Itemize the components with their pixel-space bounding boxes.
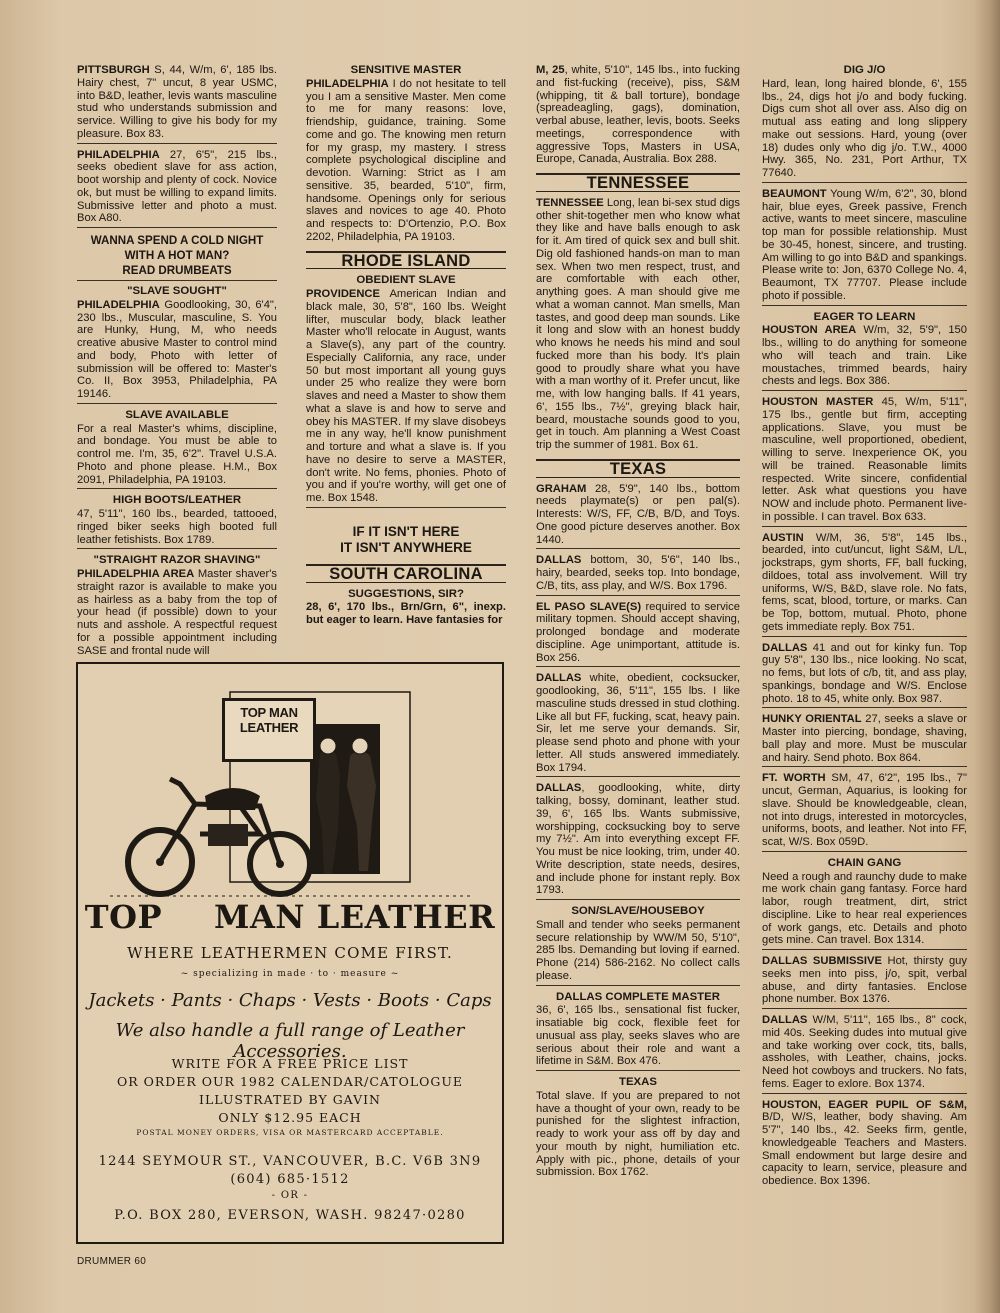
advert-items: Jackets · Pants · Chaps · Vests · Boots · Caps bbox=[88, 990, 492, 1011]
advert-phone: (604) 685·1512 bbox=[230, 1172, 350, 1187]
advert-price: ONLY $12.95 EACH bbox=[218, 1110, 362, 1125]
ad-location: DALLAS bbox=[536, 782, 582, 795]
ad-text: W/m, 32, 5'9", 150 lbs., willing to do anything for someone who will teach and train. Like moustaches, trimmed beards, hairy chests and legs. Box 386. bbox=[762, 324, 967, 388]
classified-ad bbox=[762, 1014, 967, 1094]
classified-ad bbox=[536, 905, 740, 986]
ad-text: W/M, 5'11", 165 lbs., 8" cock, mid 40s. Seeking dudes into mutual give and take working over cock, tits, balls, assholes, with Leather, chains, jocks. Need hot cowboys and truckers. No fats, fems. Eager to exlore. Box 1374. bbox=[762, 1014, 967, 1090]
classified-ad bbox=[306, 64, 506, 246]
ad-text: 41 and out for kinky fun. Top guy 5'8", 130 lbs., nice looking. No scat, no fems, but lots of c/b, tit, and ass play, spankings, bondage and W/S. Enclose photo. 18 to 45, white only. Box 987. bbox=[762, 641, 967, 705]
advert-accessories: We also handle a full range of Leather Accessories. bbox=[115, 1020, 465, 1062]
column-4 bbox=[762, 64, 967, 1195]
ad-text: S, 44, W/m, 6', 185 lbs. Hairy chest, 7" uncut, 8 year USMC, into B&D, leather, levis wants masculine stud who understands submission and service. Willing to give his body for my pleasure. Box 83. bbox=[77, 64, 277, 140]
classified-ad bbox=[77, 494, 277, 549]
ad-text: W/M, 36, 5'8", 145 lbs., bearded, into cut/uncut, light S&M, L/L, jockstraps, gym shorts, FF, ball fucking, dildoes, total ass involvement. Will try uniforms, W/S, B&D, slave role. No fats, fems, scat, blood, torture, or marks. Can be Top, bottom, mutual. Photo, phone gets immediate reply. Box 751. bbox=[762, 531, 967, 633]
advert-order: OR ORDER OUR 1982 CALENDAR/CATOLOGUE bbox=[116, 1074, 464, 1089]
ad-text: Small and tender who seeks permanent secure relationship by WW/M 50, 5'10", 285 lbs. Demanding but loving if earned. Phone (214) 586-2162. No collect calls please. bbox=[536, 918, 740, 982]
ad-text: bottom, 30, 5'6", 140 lbs., hairy, bearded, seeks top. Into bondage, C/B, tits, ass play, and W/S. Box 1796. bbox=[536, 554, 740, 592]
ad-text: Need a rough and raunchy dude to make me work chain gang fantasy. Force hard labor, rough treatment, dirt, strict discipline. Like to hear real experiences of work gangs, etc. Details and photo gets mine. Can travel. Box 1314. bbox=[762, 870, 967, 947]
ad-text: American Indian and black male, 30, 5'8", 160 lbs. Weight lifter, muscular body, black leather Master who'll relocate in August, wants a Slave(s), any part of the country. Especially California, any race, under 50 but most important all young guys under 25 who realize they were born slaves and need a Master to show them what a slave is and how to serve and obey his MASTER. If my slave disobeys me in any way, he'll know punishment and torture and what a slave is. If you have no desire to serve a MASTER, don't write. No fems, phonies. Photo of you and if you're worthy, will get one of me. Box 1548. bbox=[306, 288, 506, 504]
ad-text: I do not hesitate to tell you I am a sensitive Master. Men come to me for many reasons: love, friendship, guidance, training. Some come and go. The knowing men return for my grasp, my mastery. I stress complete psychological discipline and devotion. Warning: Strict as I am sensitive. 35, bearded, 5'10", firm, handsome. Openings only for serious slaves and novices to age 40. Photo and respects to: D'Ortenzio, P.O. Box 2202, Philadelphia, PA 19103. bbox=[306, 77, 506, 243]
classified-ad bbox=[762, 857, 967, 950]
classified-ad bbox=[536, 554, 740, 595]
ad-location: DALLAS bbox=[762, 641, 808, 654]
ad-location: DALLAS bbox=[762, 1014, 808, 1026]
ad-location: PROVIDENCE bbox=[306, 288, 380, 300]
classified-ad bbox=[77, 285, 277, 404]
ad-text: 45, W/m, 5'11", 175 lbs., gentle but firm, accepting applications. Slave, you must be masculine, well proportioned, obedient, willing to serve. Inexperience OK, you will be trained. Reasonable limits respected. Write sincere, confidential letter. Ask what questions you have NOW and include photo. Permanent live-in possible. I can travel. Box 633. bbox=[762, 396, 967, 523]
ad-location: PHILADELPHIA AREA bbox=[77, 568, 195, 580]
promo-line: IF IT ISN'T HERE bbox=[352, 523, 460, 539]
ad-text: 27, seeks a slave or Master into piercing, bondage, shaving, ball play and more. Must be muscular and hairy. Send photo. Box 864. bbox=[762, 713, 967, 764]
ad-text: 28, 6', 170 lbs., Brn/Grn, 6", inexp. but eager to learn. Have fantasies for bbox=[306, 601, 506, 626]
ad-title: "STRAIGHT RAZOR SHAVING" bbox=[93, 554, 261, 567]
classified-ad bbox=[536, 197, 740, 454]
classified-ad bbox=[306, 274, 506, 508]
ad-text: 28, 5'9", 140 lbs., bottom needs playmate(s) or pen pal(s). Interests: W/S, FF, C/B, B/D, and Toys. One good picture deserves another. Box 1440. bbox=[536, 482, 740, 546]
ad-location: GRAHAM bbox=[536, 482, 587, 495]
classified-ad bbox=[536, 782, 740, 900]
ad-location: BEAUMONT bbox=[762, 187, 827, 200]
ad-location: M, 25 bbox=[536, 64, 565, 76]
ad-location: PITTSBURGH bbox=[77, 64, 150, 76]
headline-part: TOP bbox=[84, 898, 163, 936]
engine bbox=[208, 824, 248, 846]
ad-title: SON/SLAVE/HOUSEBOY bbox=[571, 905, 705, 917]
ad-location: EL PASO SLAVE(S) bbox=[536, 600, 642, 613]
classified-ad bbox=[762, 532, 967, 637]
column-1 bbox=[77, 64, 277, 664]
state-heading-rhode-island: RHODE ISLAND bbox=[306, 251, 506, 270]
ad-title: "SLAVE SOUGHT" bbox=[127, 285, 227, 297]
column-2 bbox=[306, 64, 506, 627]
ad-location: PHILADELPHIA bbox=[77, 298, 160, 311]
advert-address-2: P.O. BOX 280, EVERSON, WASH. 98247·0280 bbox=[114, 1208, 466, 1223]
promo-line: WANNA SPEND A COLD NIGHT bbox=[90, 234, 264, 247]
ad-location: DALLAS bbox=[536, 554, 582, 567]
promo-line: WITH A HOT MAN? bbox=[124, 249, 230, 262]
classified-ad bbox=[762, 1099, 967, 1190]
promo-anywhere bbox=[306, 524, 506, 556]
state-heading-tennessee: TENNESSEE bbox=[536, 173, 740, 192]
ad-text: Hot, thirsty guy seeks men into piss, j/o, spit, verbal abuse, and dirty fantasies. Enclose phone number. Box 1376. bbox=[762, 955, 968, 1006]
ad-location: TENNESSEE bbox=[536, 196, 604, 209]
classified-ad bbox=[536, 672, 740, 777]
advert-headline bbox=[78, 898, 502, 936]
ad-text: white, obedient, cocksucker, goodlooking, 36, 5'11", 155 lbs. I like masculine studs dressed in stud clothing. Like all but FF, fucking, scat, heavy pain. Sir, let me serve your demands. Sir, please send photo and phone with your letter. All studs answered immediately. Box 1794. bbox=[536, 672, 740, 774]
classified-ad bbox=[77, 64, 277, 144]
headline-part: MAN LEATHER bbox=[214, 898, 496, 936]
promo-line: IT ISN'T ANYWHERE bbox=[340, 539, 472, 555]
ad-title: SENSITIVE MASTER bbox=[350, 64, 462, 76]
classified-ad bbox=[536, 991, 740, 1072]
classified-ad bbox=[762, 642, 967, 709]
ad-location: AUSTIN bbox=[762, 531, 804, 544]
ad-text: , white, 5'10", 145 lbs., into fucking and fist-fucking (receive), piss, S&M (whipping, tit & ball torture), bondage (spreadeagling, gags), domination, verbal abuse, leather, levis, boots. Seeks meetings, correspondence with aggressive Tops, Masters in USA, Europe, Canada, Australia. Box 288. bbox=[536, 64, 740, 166]
advert-illustrated: ILLUSTRATED BY GAVIN bbox=[199, 1092, 381, 1107]
classified-ad bbox=[536, 64, 740, 168]
classified-ad bbox=[77, 149, 277, 229]
classified-ad bbox=[77, 409, 277, 490]
ad-title: HIGH BOOTS/LEATHER bbox=[112, 494, 242, 507]
ad-location: PHILADELPHIA bbox=[306, 77, 389, 90]
ad-location: HOUSTON AREA bbox=[762, 324, 857, 337]
ad-location: HOUSTON, EAGER PUPIL OF S&M, bbox=[762, 1098, 967, 1111]
advert-address-1: 1244 SEYMOUR ST., VANCOUVER, B.C. V6B 3N9 bbox=[98, 1154, 482, 1169]
ad-title: EAGER TO LEARN bbox=[813, 310, 916, 323]
state-heading-south-carolina: SOUTH CAROLINA bbox=[306, 564, 506, 583]
ad-title: SLAVE AVAILABLE bbox=[125, 408, 229, 421]
classified-ad bbox=[762, 713, 967, 767]
ad-location: PHILADELPHIA bbox=[77, 148, 160, 161]
state-heading-texas: TEXAS bbox=[536, 459, 740, 478]
classified-ad bbox=[762, 772, 967, 852]
classified-ad bbox=[77, 554, 277, 659]
ad-text: Hard, lean, long haired blonde, 6', 155 lbs., 24, digs hot j/o and body fucking. Digs cum shot all over ass. Also dig on mutual ass eating and long slippery make out sessions. Hard, young (over 18) dudes only who dig j/o. T.W., 4000 Hwy. 365, No. 231, Port Arthur, TX 77640. bbox=[762, 77, 967, 179]
ad-title: OBEDIENT SLAVE bbox=[356, 274, 456, 287]
ad-text: B/D, W/S, leather, body shaving. Am 5'7", 140 lbs., 42. Seeks firm, gentle, knowledgeable Teachers and Masters. Small endowment but large desire and capacity to learn, service, pleasure and obedience. Box 1396. bbox=[762, 1111, 967, 1187]
column-3 bbox=[536, 64, 740, 1186]
ad-text: Goodlooking, 30, 6'4", 230 lbs., Muscular, masculine, S. You are Hunky, Hung, M, who needs creative abusive Master to control mind and body, Photo with letter of submission will be offered to: Master's Co. II, Box 3953, Philadelphia, PA 19146. bbox=[77, 298, 277, 400]
ad-text: required to service military topmen. Should accept shaving, prolonged bondage and moderate discipline. Age unimportant, attitude is. Box 256. bbox=[536, 600, 740, 664]
ad-text: Total slave. If you are prepared to not have a thought of your own, ready to be punished for the slightest infraction, ready to work your ass off by day and your mouth by night, humiliation etc. Apply with pic., phone, details of your submission. Box 1762. bbox=[536, 1089, 740, 1179]
texas-ads-list bbox=[536, 483, 740, 1182]
ad-text: 36, 6', 165 lbs., sensational fist fucker, insatiable big cock, flexible feet for unusual ass play, seeks slaves who are serious about their role and want a lifetime in S&M. Box 476. bbox=[536, 1004, 740, 1068]
ad-text: Young W/m, 6'2", 30, blond hair, blue eyes, Greek passive, French active, wants to meet sincere, masculine top man for possible relationship. Must be 30-45, honest, sincere, and trusting. Am willing to go into B&D and spankings. Please write to: Jon, 6370 College No. 4, Beaumont, TX 77707. Please include photo if possible. bbox=[762, 187, 967, 302]
sign-line: LEATHER bbox=[239, 720, 299, 735]
shop-sign bbox=[222, 698, 316, 762]
advert-write: WRITE FOR A FREE PRICE LIST bbox=[171, 1056, 409, 1071]
advert-or: - OR - bbox=[271, 1190, 309, 1201]
classified-ad bbox=[762, 188, 967, 306]
page-spine-shadow bbox=[974, 0, 1000, 1313]
ad-text: 47, 5'11", 160 lbs., bearded, tattooed, ringed biker seeks high booted full leather fetishists. Box 1789. bbox=[77, 508, 277, 546]
texas-ads-list-2 bbox=[762, 64, 967, 1190]
ad-text: Long, lean bi-sex stud digs other shit-together men who know what they like and have balls enough to ask for it. Am tired of quick sex and bull shit. Dig old fashioned hands-on man to man sex. When two men respect, trust, and are comfortable with each other, anything goes. A man should give me what a woman cannot. Man smells, Man tastes, and good deep man sounds. Like it long and slow with an honest buddy who knows he needs his mind and soul fucked more than his body. It's plain good to proudly share what you have with a man worthy of it. Prefer uncut, like me, with low hanging balls. If 41 years, 6', 155 lbs., 7½", greying black hair, beard, moustache sounds good to you, get in touch. Am planning a West Coast trip the summer of 1981. Box 61. bbox=[536, 196, 740, 451]
page-footer: DRUMMER 60 bbox=[77, 1256, 147, 1267]
ad-location: HUNKY ORIENTAL bbox=[762, 713, 862, 726]
ad-title: CHAIN GANG bbox=[827, 856, 902, 869]
advert-payment: POSTAL MONEY ORDERS, VISA OR MASTERCARD ACCEPTABLE. bbox=[136, 1128, 444, 1137]
classified-ad bbox=[762, 955, 967, 1009]
classified-ad bbox=[536, 601, 740, 668]
ad-title: TEXAS bbox=[619, 1076, 657, 1088]
ad-location: DALLAS bbox=[536, 672, 582, 685]
classified-ad bbox=[762, 311, 967, 392]
advert-tagline: WHERE LEATHERMEN COME FIRST. bbox=[127, 944, 453, 962]
ad-title: DIG J/O bbox=[843, 64, 886, 76]
ad-text: For a real Master's whims, discipline, and bondage. You must be able to control me. I'm, 35, 6'2". Travel U.S.A. Photo and phone please. H.M., Box 2091, Philadelphia, PA 19103. bbox=[77, 422, 277, 486]
ad-location: DALLAS SUBMISSIVE bbox=[762, 955, 882, 967]
classified-ad bbox=[762, 64, 967, 183]
classified-ad bbox=[536, 483, 740, 550]
promo-drumbeats bbox=[77, 233, 277, 281]
promo-line: READ DRUMBEATS bbox=[122, 264, 232, 277]
ad-location: FT. WORTH bbox=[762, 772, 826, 785]
ad-location: HOUSTON MASTER bbox=[762, 396, 874, 408]
classified-ad bbox=[762, 396, 967, 527]
advert-specializing: ~ specializing in made · to · measure ~ bbox=[180, 969, 400, 979]
sign-line: TOP MAN bbox=[240, 705, 298, 720]
ad-text: SM, 47, 6'2", 195 lbs., 7" uncut, German, Aquarius, is looking for slave. Should be knowledgeable, clean, not into drugs, interested in motorcycles, uniforms, boots, and leather. Not into FF, scat, W/S. Box 059D. bbox=[762, 772, 967, 848]
ad-text: 27, 6'5", 215 lbs., seeks obedient slave for ass action, boot worship and plenty of cock. Novice ok, but must be willing to expand limits. Submissive letter and photo a must. Box A80. bbox=[77, 148, 277, 225]
ad-title: DALLAS COMPLETE MASTER bbox=[556, 990, 720, 1003]
ad-title: SUGGESTIONS, SIR? bbox=[348, 587, 464, 600]
top-man-leather-advertisement bbox=[76, 662, 504, 1244]
ad-text: , goodlooking, white, dirty talking, bossy, dominant, leather stud. 39, 6', 165 lbs. Wants submissive, worshipping, cocksucking boy to serve my 7½". Am into everything except FF. You must be nice looking, trim, under 40. Write description, state needs, desires, and include phone for instant reply. Box 1793. bbox=[536, 782, 740, 897]
ad-text: Master shaver's straight razor is available to make you as hairless as a baby from the top of your head (if possible) down to your nuts and asshole. A respectful request for a possible appointment including SASE and frontal nude will bbox=[77, 568, 277, 657]
classified-ad bbox=[536, 1076, 740, 1181]
